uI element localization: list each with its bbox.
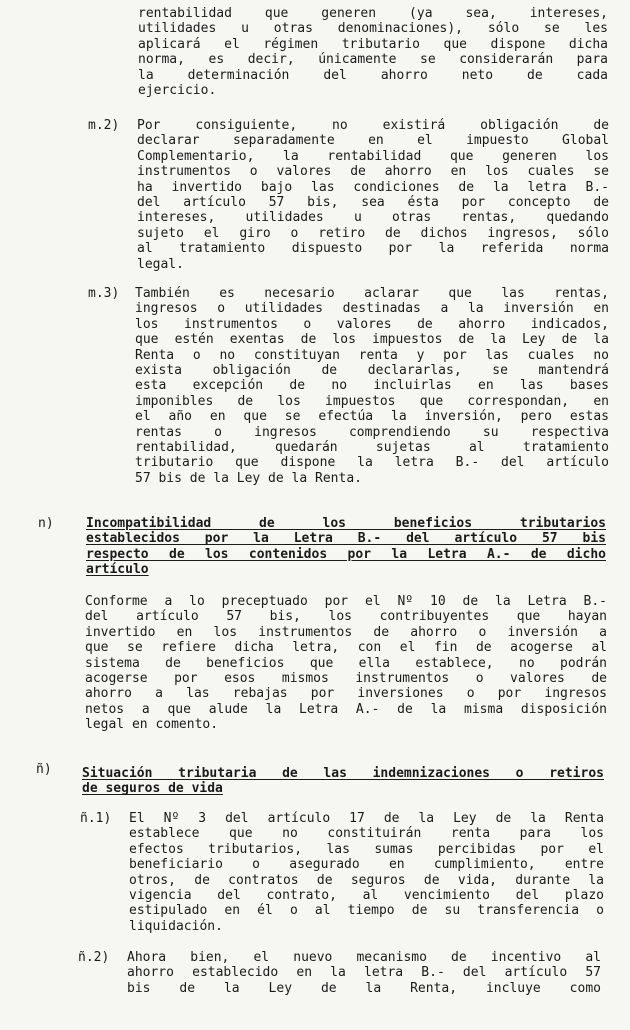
text-line: ahorro establecido en la letra B.- del artículo 57: [127, 965, 601, 981]
text-line: que estén exentas de los impuestos de la Ley de la: [135, 332, 609, 348]
text-line: al tratamiento dispuesto por la referida norma: [137, 241, 609, 257]
heading-line: de seguros de vida: [82, 781, 223, 797]
text-line: liquidación.: [129, 918, 223, 934]
text-line: otros, de contratos de seguros de vida, durante la: [129, 872, 604, 888]
text-line: imponibles de los impuestos que correspondan, en: [135, 393, 609, 409]
text-line: establece que no constituirán renta para los: [129, 826, 604, 842]
item-marker-m3: m.3): [88, 286, 120, 301]
text-line: vigencia del contrato, al vencimiento del plazo: [129, 888, 604, 904]
item-marker-m2: m.2): [88, 118, 120, 133]
text-line: sujeto el giro o retiro de dichos ingresos, sólo: [137, 225, 609, 241]
text-line: del artículo 57 bis, sea ésta por concepto de: [137, 195, 609, 211]
section-heading-enie: [82, 766, 604, 797]
heading-line: respecto de los contenidos por la Letra A.- de dicho: [86, 546, 606, 562]
text-line: ha invertido bajo las condiciones de la letra B.-: [137, 179, 609, 195]
text-line: Renta o no constituyan renta y por las cuales no: [135, 347, 609, 363]
heading-line: establecidos por la Letra B.- del artículo 57 bis: [86, 531, 606, 547]
paragraph-m3: [135, 286, 609, 486]
text-line: legal en comento.: [85, 717, 219, 733]
text-line: ingresos o utilidades destinadas a la inversión en: [135, 301, 609, 317]
text-line: los instrumentos o valores de ahorro indicados,: [135, 316, 609, 332]
section-marker-n: n): [38, 516, 54, 531]
text-line: sistema de beneficios que ella establece, no podrán: [85, 655, 607, 671]
intro-paragraph: [138, 6, 608, 98]
text-line: acogerse por esos mismos instrumentos o valores de: [85, 671, 607, 687]
text-line: que se refiere dicha letra, con el fin de acogerse al: [85, 640, 607, 656]
text-line: el año en que se efectúa la inversión, pero estas: [135, 409, 609, 425]
heading-line: Situación tributaria de las indemnizaciones o retiros: [82, 766, 604, 781]
paragraph-enie1: [129, 811, 604, 934]
text-line: El Nº 3 del artículo 17 de la Ley de la Renta: [129, 811, 604, 826]
text-line: aplicará el régimen tributario que dispone dicha: [138, 36, 608, 52]
heading-line: artículo: [86, 562, 149, 578]
text-line: invertido en los instrumentos de ahorro o inversión a: [85, 624, 607, 640]
item-marker-enie1: ñ.1): [80, 811, 112, 826]
text-line: Conforme a lo preceptuado por el Nº 10 de la Letra B.-: [85, 594, 607, 609]
text-line: ejercicio.: [138, 83, 217, 99]
text-line: ahorro a las rebajas por inversiones o por ingresos: [85, 686, 607, 702]
text-line: la determinación del ahorro neto de cada: [138, 67, 608, 83]
text-line: 57 bis de la Ley de la Renta.: [135, 470, 362, 486]
text-line: Ahora bien, el nuevo mecanismo de incentivo al: [127, 950, 601, 965]
paragraph-m2: [137, 118, 609, 272]
text-line: del artículo 57 bis, los contribuyentes que hayan: [85, 609, 607, 625]
text-line: beneficiario o asegurado en cumplimiento, entre: [129, 857, 604, 873]
text-line: exista obligación de declararlas, se mantendrá: [135, 363, 609, 379]
text-line: netos a que alude la Letra A.- de la misma disposición: [85, 701, 607, 717]
heading-line: Incompatibilidad de los beneficios tributarios: [86, 516, 606, 531]
item-marker-enie2: ñ.2): [78, 950, 110, 965]
text-line: Por consiguiente, no existirá obligación de: [137, 118, 609, 133]
text-line: rentabilidad que generen (ya sea, intereses,: [138, 6, 608, 21]
text-line: declarar separadamente en el impuesto Global: [137, 133, 609, 149]
text-line: instrumentos o valores de ahorro en los cuales se: [137, 164, 609, 180]
text-line: intereses, utilidades u otras rentas, quedando: [137, 210, 609, 226]
text-line: esta excepción de no incluirlas en las bases: [135, 378, 609, 394]
section-marker-enie: ñ): [36, 762, 52, 777]
text-line: bis de la Ley de la Renta, incluye como: [127, 980, 601, 996]
section-heading-n: [86, 516, 606, 578]
text-line: utilidades u otras denominaciones), sólo se les: [138, 21, 608, 37]
text-line: También es necesario aclarar que las rentas,: [135, 286, 609, 301]
text-line: Complementario, la rentabilidad que generen los: [137, 148, 609, 164]
text-line: efectos tributarios, las sumas percibidas por el: [129, 841, 604, 857]
paragraph-enie2: [127, 950, 601, 996]
text-line: tributario que dispone la letra B.- del artículo: [135, 455, 609, 471]
text-line: legal.: [137, 256, 184, 272]
text-line: rentas o ingresos comprendiendo su respectiva: [135, 424, 609, 440]
text-line: estipulado en él o al tiempo de su transferencia o: [129, 903, 604, 919]
text-line: rentabilidad, quedarán sujetas al tratamiento: [135, 440, 609, 456]
text-line: norma, es decir, únicamente se considerarán para: [138, 52, 608, 68]
paragraph-n: [85, 594, 607, 733]
